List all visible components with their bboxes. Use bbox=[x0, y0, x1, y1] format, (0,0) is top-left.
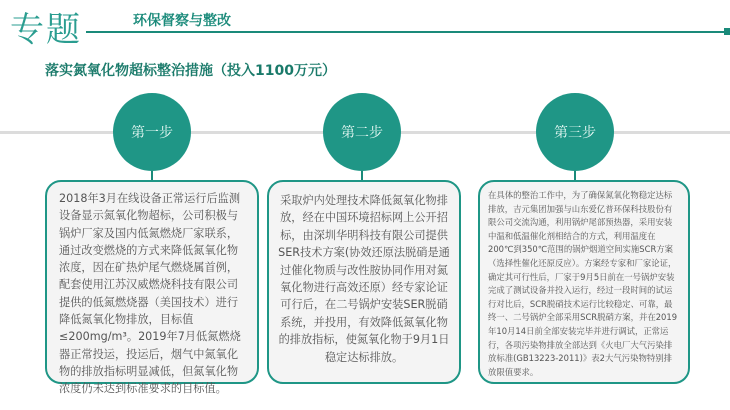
section-label: 专题 bbox=[10, 10, 82, 50]
header-divider-end bbox=[724, 28, 730, 35]
step-2-circle: 第二步 bbox=[323, 93, 401, 171]
step-1-box bbox=[45, 180, 259, 396]
header-divider bbox=[86, 31, 726, 33]
section-subtitle: 环保督察与整改 bbox=[133, 13, 231, 29]
step-3-text: 在具体的整治工作中，为了确保氮氧化物稳定达标排放，吉元集团加强与山东爱亿普环保科技股份有限公司交流沟通，利用锅炉尾部预热器，采用安装中温和低温催化剂相结合的方式，利用温度在200℃到350℃范围的锅炉烟道空间实施SCR方案（选择性催化还原反应）。方案经专家和厂家论证，确定其可行性后，厂家于9月5日前在一号锅炉安装完成了测试设备并投入运行，经过一段时间的试运行对比后，SCR脱硝技术运行比较稳定、可靠，最终一、二号锅炉全部采用SCR脱硝方案，并在2019年10月14日前全部安装完毕并进行调试，正常运行，各项污染物排放全部达到《火电厂大气污染排放标准(GB13223-2011)》表2大气污染物特别排放限值要求。 bbox=[488, 190, 678, 377]
step-3-circle: 第三步 bbox=[536, 93, 614, 171]
page-title: 落实氮氧化物超标整治措施（投入1100万元） bbox=[45, 63, 336, 79]
step-2-text: 采取炉内处理技术降低氮氧化物排放，经在中国环境招标网上公开招标，由深圳华明科技有限公司提供SER技术方案(协效还原法脱硝是通过催化物质与改性胺协同作用对氮氧化物进行高效还原）经专家论证可行后，在二号锅炉安装SER脱硝系统，并投用，有效降低氮氧化物的排放指标，使氮氧化物于9月1日稳定达标排放。 bbox=[278, 194, 450, 364]
step-1-circle: 第一步 bbox=[113, 93, 191, 171]
step-1-text: 2018年3月在线设备正常运行后监测设备显示氮氧化物超标，公司积极与锅炉厂家及国内低氮燃烧厂家联系，通过改变燃烧的方式来降低氮氧化物浓度，因在矿热炉尾气燃烧属首例，配套使用江苏汉威燃烧科技有限公司提供的低氮燃烧器（美国技术）进行降低氮氧化物排放，目标值≤200mg/m³。2019年7月低氮燃烧器正常投运，投运后，烟气中氮氧化物的排放指标明显减低，但氮氧化物浓度仍未达到标准要求的目标值。 bbox=[59, 192, 241, 396]
step-2-box bbox=[267, 180, 461, 384]
step-3-box bbox=[478, 180, 690, 384]
